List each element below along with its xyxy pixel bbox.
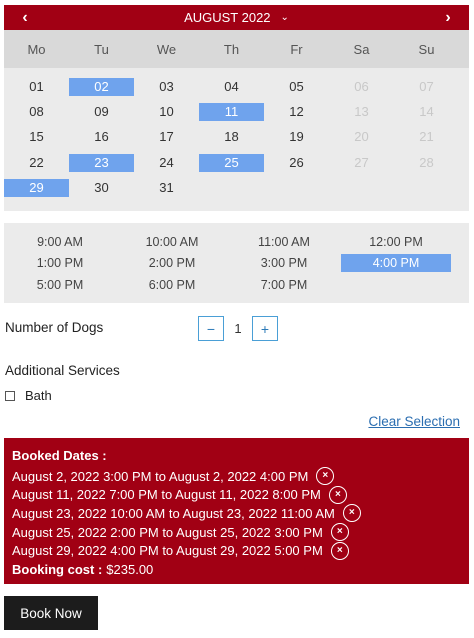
day-cell[interactable]: 19: [289, 129, 304, 145]
day-cell[interactable]: 12: [289, 104, 304, 120]
day-cell[interactable]: 23: [69, 154, 134, 172]
day-cell[interactable]: 03: [159, 78, 174, 94]
dogs-count: 1: [234, 321, 242, 336]
bath-checkbox[interactable]: [5, 391, 15, 401]
booked-date-row: [12, 504, 461, 523]
day-cell: 06: [354, 78, 369, 94]
booked-date-text: August 25, 2022 2:00 PM to August 25, 2022 3:00 PM: [12, 524, 323, 540]
booked-date-text: August 23, 2022 10:00 AM to August 23, 2022 11:00 AM: [12, 505, 335, 521]
day-cell[interactable]: 17: [159, 129, 174, 145]
time-slot[interactable]: 10:00 AM: [145, 234, 199, 249]
day-cell[interactable]: 16: [94, 129, 109, 145]
day-cell[interactable]: 15: [29, 129, 44, 145]
time-slots: [4, 223, 469, 303]
day-cell[interactable]: 25: [199, 154, 264, 172]
weekday-label: We: [156, 41, 177, 57]
booked-date-text: August 11, 2022 7:00 PM to August 11, 2022 8:00 PM: [12, 487, 321, 503]
booked-date-row: [12, 467, 461, 486]
booked-dates-panel: [4, 438, 469, 584]
day-cell[interactable]: 02: [69, 78, 134, 96]
remove-booking-icon[interactable]: ×: [331, 523, 349, 541]
decrement-button[interactable]: −: [198, 316, 224, 341]
chevron-right-icon[interactable]: ›: [445, 8, 451, 26]
time-slot[interactable]: 6:00 PM: [148, 277, 196, 292]
booking-cost: [12, 560, 461, 579]
time-slot[interactable]: 1:00 PM: [36, 256, 84, 271]
empty-day-cell: [329, 179, 394, 197]
day-cell: 27: [354, 154, 369, 170]
day-cell[interactable]: 18: [224, 129, 239, 145]
weekday-label: Mo: [27, 41, 46, 57]
calendar-week: [4, 74, 469, 99]
day-cell[interactable]: 05: [289, 78, 304, 94]
calendar-grid: [4, 68, 469, 201]
booked-date-text: August 29, 2022 4:00 PM to August 29, 2022 5:00 PM: [12, 543, 323, 559]
booked-date-text: August 2, 2022 3:00 PM to August 2, 2022 4:00 PM: [12, 468, 309, 484]
bath-option: [5, 388, 52, 403]
remove-booking-icon[interactable]: ×: [343, 504, 361, 522]
weekday-label: Su: [418, 41, 435, 57]
day-cell[interactable]: 11: [199, 103, 264, 121]
day-cell: 21: [419, 129, 434, 145]
calendar-header: [4, 5, 469, 30]
dogs-label: Number of Dogs: [5, 320, 104, 335]
month-selector[interactable]: [184, 10, 289, 25]
time-slot[interactable]: 12:00 PM: [369, 234, 423, 249]
chevron-left-icon[interactable]: ‹: [22, 8, 28, 26]
weekday-label: Tu: [94, 41, 109, 57]
day-cell[interactable]: 22: [29, 154, 44, 170]
booked-date-row: [12, 541, 461, 560]
booked-date-row: [12, 523, 461, 542]
time-slot[interactable]: 4:00 PM: [341, 254, 451, 272]
increment-button[interactable]: +: [252, 316, 278, 341]
remove-booking-icon[interactable]: ×: [316, 467, 334, 485]
empty-day-cell: [394, 179, 459, 197]
weekday-label: Sa: [353, 41, 370, 57]
time-slot[interactable]: 11:00 AM: [258, 234, 310, 249]
time-slot[interactable]: 2:00 PM: [148, 256, 196, 271]
day-cell: 14: [419, 104, 434, 120]
time-row: [4, 274, 469, 296]
remove-booking-icon[interactable]: ×: [329, 486, 347, 504]
weekday-header: [4, 30, 469, 68]
empty-day-cell: [264, 179, 329, 197]
dogs-stepper: [198, 316, 278, 341]
book-now-button[interactable]: Book Now: [4, 596, 98, 630]
weekday-label: Th: [223, 41, 240, 57]
time-row: [4, 253, 469, 275]
time-slot[interactable]: 3:00 PM: [260, 256, 308, 271]
time-slot[interactable]: 9:00 AM: [37, 234, 83, 249]
day-cell: 07: [419, 78, 434, 94]
booked-title: Booked Dates :: [12, 448, 107, 463]
day-cell[interactable]: 01: [29, 78, 44, 94]
day-cell[interactable]: 31: [159, 180, 174, 196]
bath-label: Bath: [25, 388, 52, 403]
calendar-week: [4, 99, 469, 124]
booked-date-row: [12, 486, 461, 505]
day-cell[interactable]: 29: [4, 179, 69, 197]
day-cell[interactable]: 24: [159, 154, 174, 170]
month-label: AUGUST 2022: [184, 10, 271, 25]
day-cell[interactable]: 30: [94, 180, 109, 196]
time-slot[interactable]: 5:00 PM: [36, 277, 84, 292]
day-cell[interactable]: 10: [159, 104, 174, 120]
booked-list: [12, 467, 461, 560]
empty-day-cell: [199, 179, 264, 197]
day-cell: 13: [354, 104, 369, 120]
day-cell[interactable]: 04: [224, 78, 239, 94]
weekday-label: Fr: [290, 41, 303, 57]
clear-selection-link[interactable]: Clear Selection: [368, 414, 460, 429]
day-cell: 20: [354, 129, 369, 145]
day-cell: 28: [419, 154, 434, 170]
day-cell[interactable]: 26: [289, 154, 304, 170]
calendar-week: [4, 150, 469, 175]
calendar-week: [4, 125, 469, 150]
day-cell[interactable]: 09: [94, 104, 109, 120]
chevron-down-icon: ⌄: [280, 12, 289, 23]
day-cell[interactable]: 08: [29, 104, 44, 120]
time-row: [4, 231, 469, 253]
services-label: Additional Services: [5, 363, 120, 378]
calendar-week: [4, 176, 469, 201]
booking-cost-label: Booking cost :: [12, 561, 103, 577]
time-slot[interactable]: 7:00 PM: [260, 277, 308, 292]
remove-booking-icon[interactable]: ×: [331, 542, 349, 560]
calendar: [4, 5, 469, 211]
booking-cost-value: $235.00: [106, 561, 154, 577]
